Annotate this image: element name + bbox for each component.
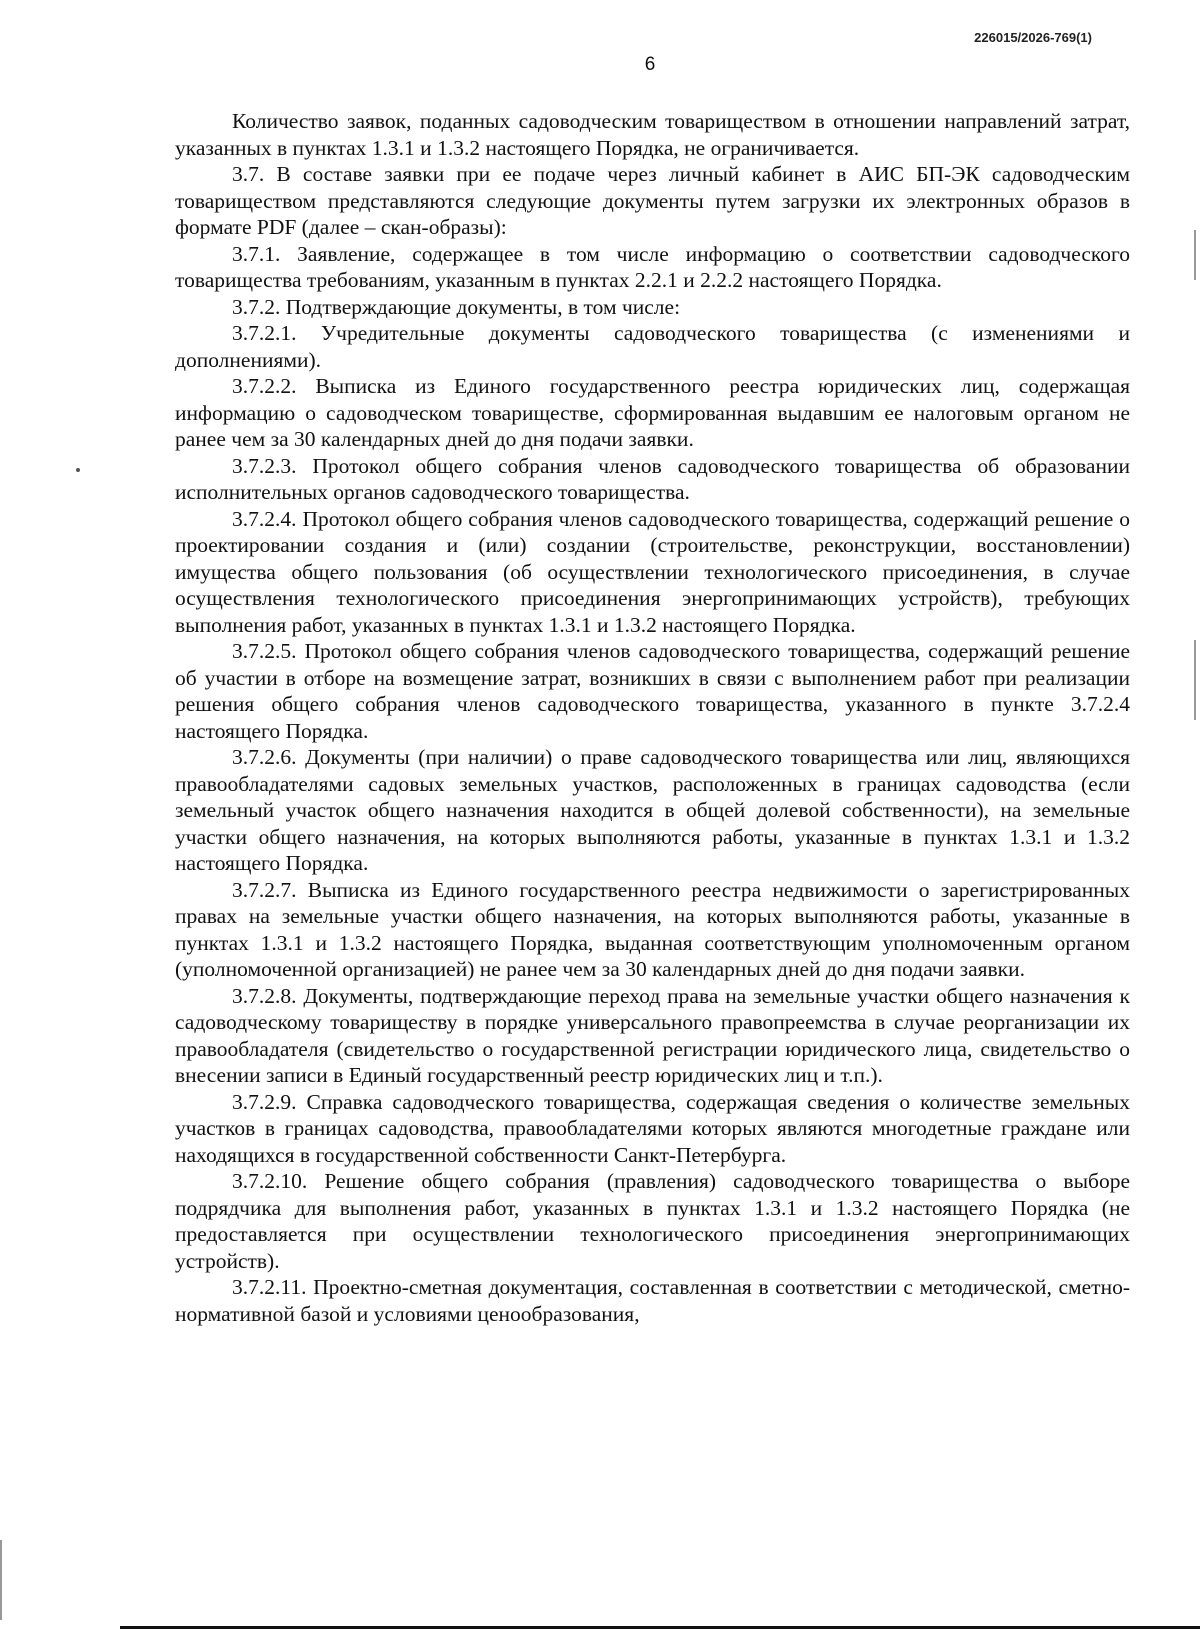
paragraph-3-7-2-3: 3.7.2.3. Протокол общего собрания членов садоводческого товарищества об образовании исполнительных органов садоводческого товарищества. (175, 453, 1130, 504)
scan-edge-mark (0, 1540, 2, 1620)
paragraph-3-7-2-11: 3.7.2.11. Проектно-сметная документация, составленная в соответствии с методической, сметно-нормативной базой и условиями ценообразования, (175, 1275, 1130, 1326)
page-number: 6 (644, 54, 656, 75)
scan-edge-mark (1194, 640, 1196, 720)
document-body (175, 108, 1130, 1327)
scan-edge-mark (1194, 230, 1196, 280)
paragraph-3-7: 3.7. В составе заявки при ее подаче через личный кабинет в АИС БП-ЭК садоводческим товариществом представляются следующие документы путем загрузки их электронных образов в формате PDF (далее – скан-образы): (175, 162, 1130, 239)
paragraph-3-7-2-4: 3.7.2.4. Протокол общего собрания членов садоводческого товарищества, содержащий решение о проектировании создания и (или) создании (строительстве, реконструкции, восстановлении) имущества общего пользования (об осуществлении технологического присоединения, в случае осуществления технологического присоединения энергопринимающих устройств), требующих выполнения работ, указанных в пунктах 1.3.1 и 1.3.2 настоящего Порядка. (175, 506, 1130, 637)
paragraph-3-7-2-9: 3.7.2.9. Справка садоводческого товарищества, содержащая сведения о количестве земельных участков в границах садоводства, правообладателями которых являются многодетные граждане или находящихся в государственной собственности Санкт-Петербурга. (175, 1089, 1130, 1167)
paragraph-3-7-1: 3.7.1. Заявление, содержащее в том числе информацию о соответствии садоводческого товарищества требованиям, указанным в пунктах 2.2.1 и 2.2.2 настоящего Порядка. (175, 241, 1130, 292)
scan-speck (76, 468, 80, 472)
scan-bottom-edge (120, 1626, 1200, 1629)
paragraph-applications-count: Количество заявок, поданных садоводческим товариществом в отношении направлений затрат, указанных в пунктах 1.3.1 и 1.3.2 настоящего Порядка, не ограничивается. (175, 109, 1130, 160)
document-id: 226015/2026-769(1) (974, 30, 1092, 45)
paragraph-3-7-2-8: 3.7.2.8. Документы, подтверждающие переход права на земельные участки общего назначения к садоводческому товариществу в порядке универсального правопреемства в случае реорганизации их правообладателя (свидетельство о государственной регистрации юридического лица, свидетельство о внесении записи в Единый государственный реестр юридических лиц и т.п.). (175, 983, 1130, 1087)
paragraph-3-7-2-6: 3.7.2.6. Документы (при наличии) о праве садоводческого товарищества или лиц, являющихся правообладателями садовых земельных участков, расположенных в границах садоводства (если земельный участок общего назначения находится в общей долевой собственности), на земельные участки общего назначения, на которых выполняются работы, указанные в пунктах 1.3.1 и 1.3.2 настоящего Порядка. (175, 745, 1130, 875)
paragraph-3-7-2-1: 3.7.2.1. Учредительные документы садоводческого товарищества (с изменениями и дополнениями). (175, 321, 1130, 372)
paragraph-3-7-2-5: 3.7.2.5. Протокол общего собрания членов садоводческого товарищества, содержащий решение об участии в отборе на возмещение затрат, возникших в связи с выполнением работ при реализации решения общего собрания членов садоводческого товарищества, указанного в пункте 3.7.2.4 настоящего Порядка. (175, 639, 1130, 743)
paragraph-3-7-2-10: 3.7.2.10. Решение общего собрания (правления) садоводческого товарищества о выборе подрядчика для выполнения работ, указанных в пунктах 1.3.1 и 1.3.2 настоящего Порядка (не предоставляется при осуществлении технологического присоединения энергопринимающих устройств). (175, 1169, 1130, 1273)
paragraph-3-7-2: 3.7.2. Подтверждающие документы, в том числе: (232, 294, 681, 319)
paragraph-3-7-2-7: 3.7.2.7. Выписка из Единого государственного реестра недвижимости о зарегистрированных правах на земельные участки общего назначения, на которых выполняются работы, указанные в пунктах 1.3.1 и 1.3.2 настоящего Порядка, выданная соответствующим уполномоченным органом (уполномоченной организацией) не ранее чем за 30 календарных дней до дня подачи заявки. (175, 877, 1130, 981)
paragraph-3-7-2-2: 3.7.2.2. Выписка из Единого государственного реестра юридических лиц, содержащая информацию о садоводческом товариществе, сформированная выдавшим ее налоговым органом не ранее чем за 30 календарных дней до дня подачи заявки. (175, 374, 1130, 451)
